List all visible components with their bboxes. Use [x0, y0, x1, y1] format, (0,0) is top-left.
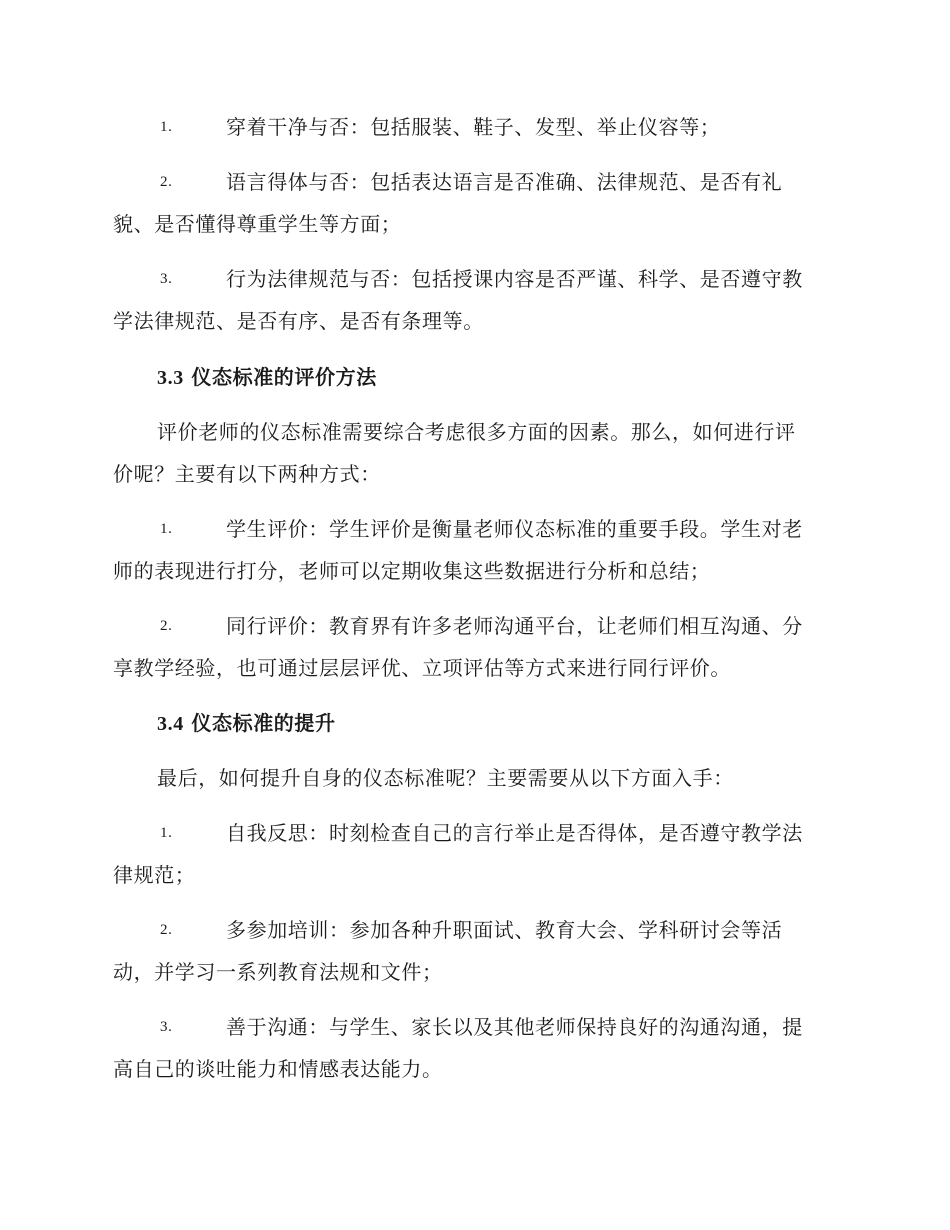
- list-item-text: 善于沟通：与学生、家长以及其他老师保持良好的沟通沟通，提: [226, 1015, 803, 1039]
- list-item-text-continued: 师的表现进行打分，老师可以定期收集这些数据进行分析和总结；: [113, 559, 711, 583]
- list-item-text: 多参加培训：参加各种升职面试、教育大会、学科研讨会等活: [226, 918, 783, 942]
- list-item-text-continued: 享教学经验，也可通过层层评优、立项评估等方式来进行同行评价。: [113, 656, 731, 680]
- list-number: 1.: [160, 825, 173, 841]
- paragraph-text: 最后，如何提升自身的仪态标准呢？主要需要从以下方面入手：: [157, 766, 734, 790]
- list-number: 2.: [160, 618, 173, 634]
- list-number: 2.: [160, 174, 173, 190]
- list-number: 3.: [160, 271, 173, 287]
- paragraph-text-continued: 价呢？主要有以下两种方式：: [113, 462, 381, 486]
- paragraph-text: 评价老师的仪态标准需要综合考虑很多方面的因素。那么，如何进行评: [157, 420, 796, 444]
- list-item-text-continued: 貌、是否懂得尊重学生等方面；: [113, 212, 402, 236]
- list-number: 2.: [160, 922, 173, 938]
- list-item-text-continued: 学法律规范、是否有序、是否有条理等。: [113, 309, 484, 333]
- list-item-text-continued: 高自己的谈吐能力和情感表达能力。: [113, 1057, 443, 1081]
- list-number: 1.: [160, 521, 173, 537]
- list-item-text: 行为法律规范与否：包括授课内容是否严谨、科学、是否遵守教: [226, 267, 803, 291]
- section-heading: [157, 364, 377, 391]
- list-item-text: 学生评价：学生评价是衡量老师仪态标准的重要手段。学生对老: [226, 517, 803, 541]
- section-title: 仪态标准的提升: [191, 711, 336, 735]
- section-heading: [157, 710, 336, 737]
- section-title: 仪态标准的评价方法: [191, 365, 377, 389]
- list-number: 3.: [160, 1019, 173, 1035]
- list-item-text: 穿着干净与否：包括服装、鞋子、发型、举止仪容等；: [226, 115, 721, 139]
- section-number: 3.3: [157, 367, 184, 389]
- list-item-text: 语言得体与否：包括表达语言是否准确、法律规范、是否有礼: [226, 170, 783, 194]
- list-item-text: 自我反思：时刻检查自己的言行举止是否得体，是否遵守教学法: [226, 821, 803, 845]
- section-number: 3.4: [157, 713, 184, 735]
- list-item-text-continued: 律规范；: [113, 863, 196, 887]
- list-item-text-continued: 动，并学习一系列教育法规和文件；: [113, 960, 443, 984]
- list-number: 1.: [160, 119, 173, 135]
- list-item-text: 同行评价：教育界有许多老师沟通平台，让老师们相互沟通、分: [226, 614, 803, 638]
